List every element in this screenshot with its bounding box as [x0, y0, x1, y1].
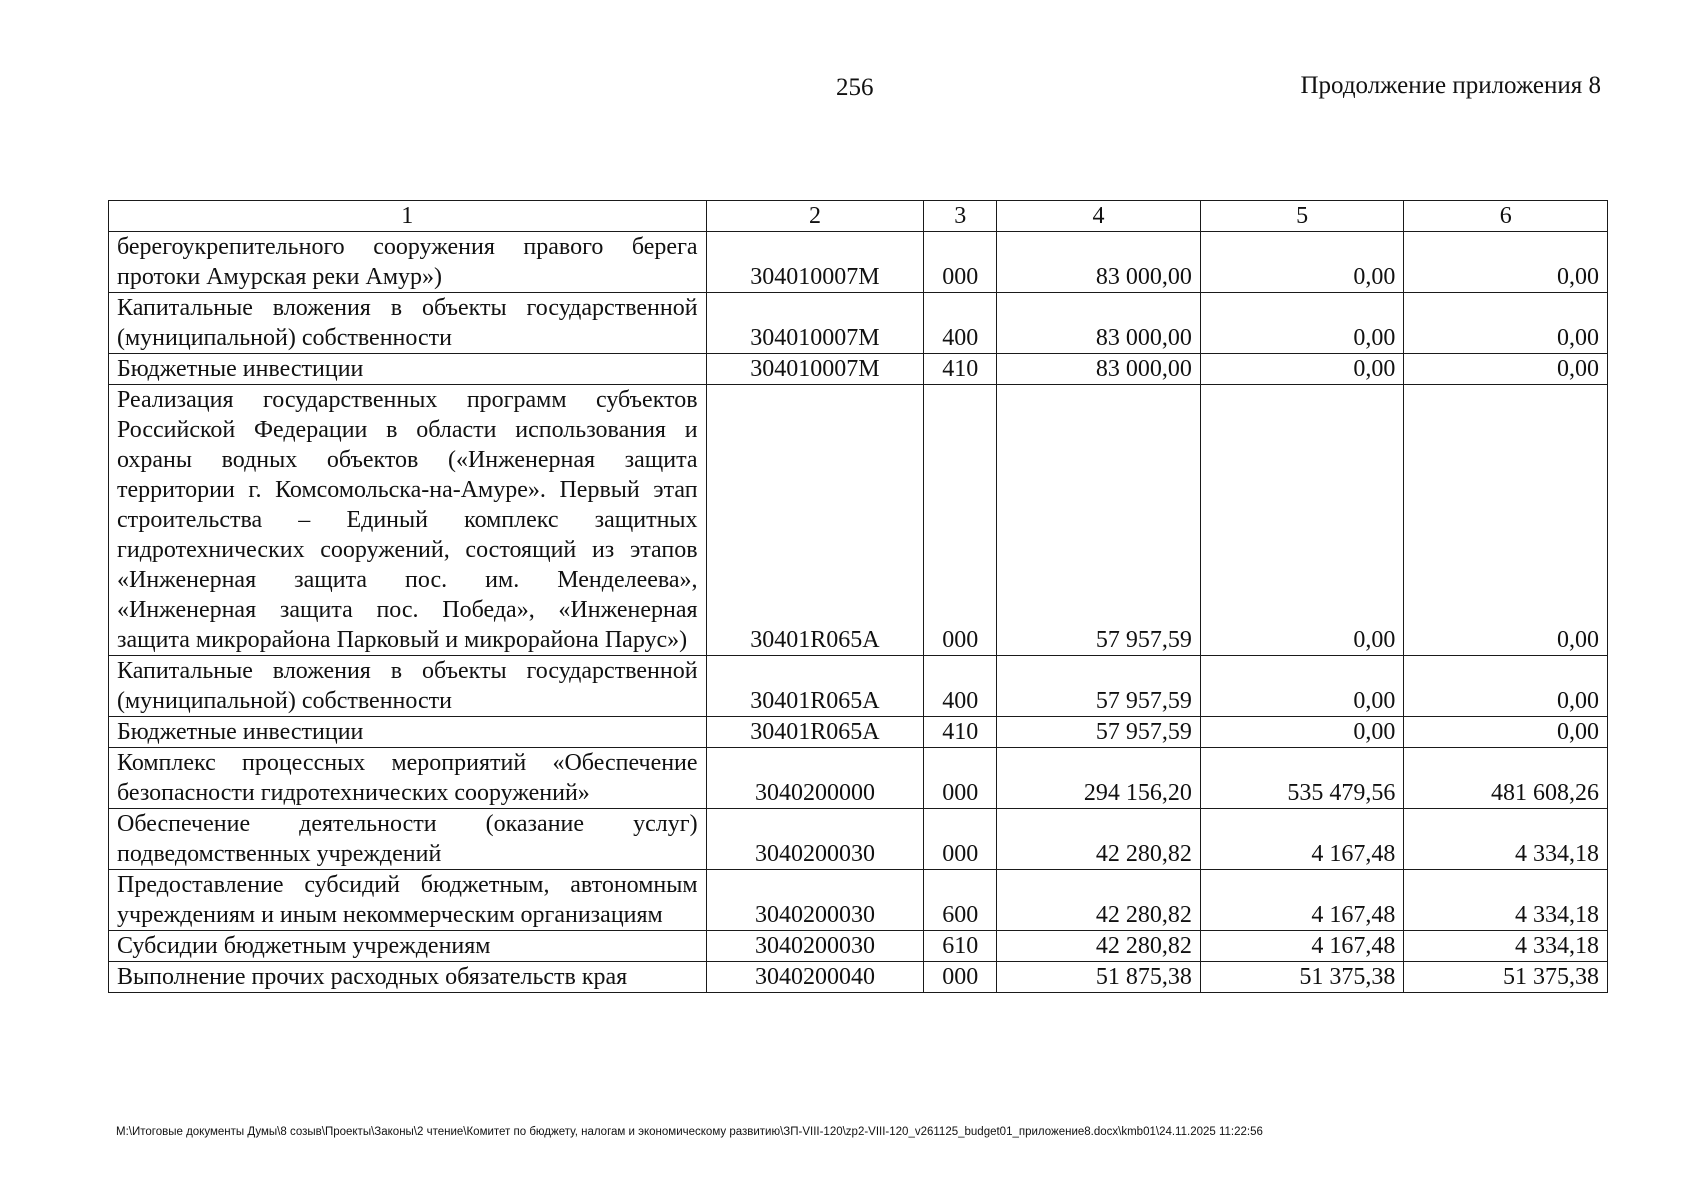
expense-name: Капитальные вложения в объекты государственной (муниципальной) собственности — [109, 293, 707, 354]
target-article-code: 30401R065A — [706, 717, 924, 748]
amount-col-4: 42 280,82 — [997, 809, 1201, 870]
column-header: 6 — [1404, 201, 1608, 232]
table-row — [109, 656, 1608, 717]
amount-col-6: 0,00 — [1404, 656, 1608, 717]
table-row — [109, 962, 1608, 993]
expense-name: Выполнение прочих расходных обязательств края — [109, 962, 707, 993]
amount-col-6: 0,00 — [1404, 717, 1608, 748]
column-header: 1 — [109, 201, 707, 232]
amount-col-6: 0,00 — [1404, 354, 1608, 385]
amount-col-5: 0,00 — [1200, 656, 1404, 717]
target-article-code: 304010007М — [706, 354, 924, 385]
amount-col-6: 51 375,38 — [1404, 962, 1608, 993]
amount-col-5: 4 167,48 — [1200, 870, 1404, 931]
amount-col-6: 4 334,18 — [1404, 809, 1608, 870]
expense-type-code: 000 — [924, 232, 997, 293]
column-header: 4 — [997, 201, 1201, 232]
amount-col-5: 4 167,48 — [1200, 931, 1404, 962]
table-row — [109, 354, 1608, 385]
table-row — [109, 809, 1608, 870]
document-file-path: M:\Итоговые документы Думы\8 созыв\Проекты\Законы\2 чтение\Комитет по бюджету, налогам и экономическому развитию\ЗП-VIII-120\zp2-VIII-120_v261125_budget01_приложение8.docx\kmb01\24.11.2025 11:22:56 — [116, 1126, 1263, 1138]
expense-name: Предоставление субсидий бюджетным, автономным учреждениям и иным некоммерческим организациям — [109, 870, 707, 931]
amount-col-6: 4 334,18 — [1404, 931, 1608, 962]
target-article-code: 304010007М — [706, 232, 924, 293]
expense-type-code: 000 — [924, 962, 997, 993]
expense-type-code: 000 — [924, 748, 997, 809]
amount-col-6: 0,00 — [1404, 385, 1608, 656]
amount-col-5: 0,00 — [1200, 232, 1404, 293]
amount-col-4: 57 957,59 — [997, 385, 1201, 656]
amount-col-5: 535 479,56 — [1200, 748, 1404, 809]
expense-name: Комплекс процессных мероприятий «Обеспечение безопасности гидротехнических сооружений» — [109, 748, 707, 809]
target-article-code: 3040200030 — [706, 809, 924, 870]
target-article-code: 3040200030 — [706, 870, 924, 931]
amount-col-5: 0,00 — [1200, 293, 1404, 354]
table-row — [109, 385, 1608, 656]
target-article-code: 304010007М — [706, 293, 924, 354]
amount-col-4: 83 000,00 — [997, 232, 1201, 293]
column-header: 2 — [706, 201, 924, 232]
expense-name: Капитальные вложения в объекты государственной (муниципальной) собственности — [109, 656, 707, 717]
expense-name: берегоукрепительного сооружения правого берега протоки Амурская реки Амур») — [109, 232, 707, 293]
appendix-continuation-label: Продолжение приложения 8 — [1300, 72, 1601, 99]
amount-col-4: 83 000,00 — [997, 354, 1201, 385]
expense-name: Реализация государственных программ субъектов Российской Федерации в области использования и охраны водных объектов («Инженерная защита территории г. Комсомольска-на-Амуре». Первый этап строительства – Единый комплекс защитных гидротехнических сооружений, состоящий из этапов «Инженерная защита пос. им. Менделеева», «Инженерная защита пос. Победа», «Инженерная защита микрорайона Парковый и микрорайона Парус») — [109, 385, 707, 656]
column-header: 3 — [924, 201, 997, 232]
column-header: 5 — [1200, 201, 1404, 232]
expense-name: Бюджетные инвестиции — [109, 354, 707, 385]
target-article-code: 3040200040 — [706, 962, 924, 993]
table-row — [109, 931, 1608, 962]
page-number: 256 — [836, 74, 874, 101]
target-article-code: 3040200030 — [706, 931, 924, 962]
expense-name: Субсидии бюджетным учреждениям — [109, 931, 707, 962]
amount-col-6: 4 334,18 — [1404, 870, 1608, 931]
amount-col-6: 0,00 — [1404, 293, 1608, 354]
column-number-row — [109, 201, 1608, 232]
table-row — [109, 748, 1608, 809]
table-row — [109, 717, 1608, 748]
expense-name: Обеспечение деятельности (оказание услуг) подведомственных учреждений — [109, 809, 707, 870]
table-row — [109, 293, 1608, 354]
amount-col-6: 0,00 — [1404, 232, 1608, 293]
expense-type-code: 400 — [924, 656, 997, 717]
amount-col-4: 57 957,59 — [997, 656, 1201, 717]
expense-type-code: 000 — [924, 385, 997, 656]
amount-col-4: 83 000,00 — [997, 293, 1201, 354]
budget-table — [108, 200, 1608, 993]
amount-col-4: 42 280,82 — [997, 870, 1201, 931]
expense-type-code: 410 — [924, 354, 997, 385]
amount-col-5: 51 375,38 — [1200, 962, 1404, 993]
expense-type-code: 400 — [924, 293, 997, 354]
amount-col-5: 0,00 — [1200, 385, 1404, 656]
expense-type-code: 000 — [924, 809, 997, 870]
expense-type-code: 610 — [924, 931, 997, 962]
amount-col-4: 51 875,38 — [997, 962, 1201, 993]
target-article-code: 30401R065A — [706, 385, 924, 656]
amount-col-4: 57 957,59 — [997, 717, 1201, 748]
expense-type-code: 600 — [924, 870, 997, 931]
target-article-code: 3040200000 — [706, 748, 924, 809]
table-row — [109, 870, 1608, 931]
table-row — [109, 232, 1608, 293]
expense-type-code: 410 — [924, 717, 997, 748]
amount-col-4: 294 156,20 — [997, 748, 1201, 809]
expense-name: Бюджетные инвестиции — [109, 717, 707, 748]
amount-col-4: 42 280,82 — [997, 931, 1201, 962]
amount-col-5: 4 167,48 — [1200, 809, 1404, 870]
amount-col-5: 0,00 — [1200, 354, 1404, 385]
target-article-code: 30401R065A — [706, 656, 924, 717]
amount-col-5: 0,00 — [1200, 717, 1404, 748]
amount-col-6: 481 608,26 — [1404, 748, 1608, 809]
